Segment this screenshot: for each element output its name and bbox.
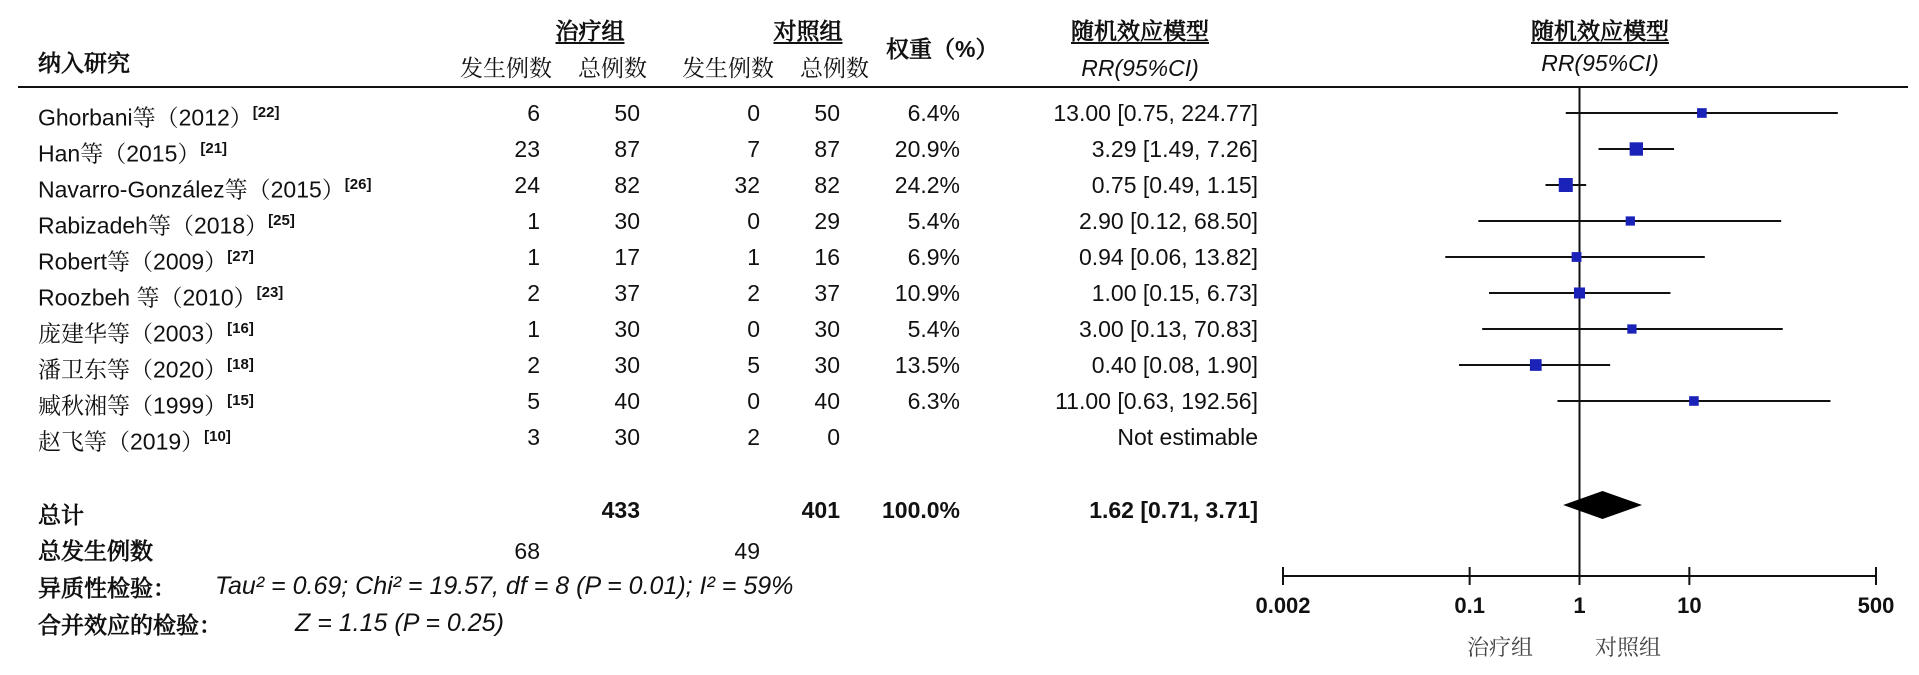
study-reference: [25]	[268, 212, 295, 229]
control-events: 2	[747, 424, 760, 450]
study-label: Roozbeh 等（2010）	[38, 284, 257, 311]
study-point-estimate	[1689, 396, 1699, 406]
heterogeneity-text: Tau² = 0.69; Chi² = 19.57, df = 8 (P = 0.01); I² = 59%	[215, 572, 794, 600]
total-label: 总计	[38, 502, 84, 528]
control-events: 0	[747, 388, 760, 414]
heterogeneity-label: 异质性检验：	[38, 575, 176, 601]
total-treatment-count: 433	[601, 497, 640, 523]
study-reference: [10]	[204, 428, 231, 445]
control-total: 29	[814, 208, 840, 234]
control-total: 37	[814, 280, 840, 306]
study-reference: [26]	[344, 176, 372, 193]
total-treatment-events: 68	[514, 538, 540, 564]
study-weight: 13.5%	[894, 352, 960, 378]
control-total: 30	[814, 316, 840, 342]
study-label: Han等（2015）	[38, 140, 201, 167]
study-weight: 6.4%	[907, 100, 960, 126]
control-events: 0	[747, 100, 760, 126]
treatment-events: 3	[527, 424, 540, 450]
treatment-events: 24	[514, 172, 540, 198]
model-header: 随机效应模型	[1071, 18, 1209, 44]
study-label: 臧秋湘等（1999）	[38, 392, 228, 419]
study-ci: 0.75 [0.49, 1.15]	[1091, 172, 1258, 198]
control-events: 0	[747, 316, 760, 342]
study-label: 庞建华等（2003）	[38, 320, 228, 347]
study-point-estimate	[1627, 324, 1636, 333]
study-ci: 3.00 [0.13, 70.83]	[1078, 316, 1258, 342]
total-weight: 100.0%	[881, 497, 960, 523]
study-weight: 5.4%	[907, 208, 960, 234]
study-ci: 13.00 [0.75, 224.77]	[1053, 100, 1258, 126]
treatment-total: 37	[614, 280, 640, 306]
treatment-total: 30	[614, 352, 640, 378]
study-ci: 11.00 [0.63, 192.56]	[1055, 388, 1258, 414]
treatment-group-header: 治疗组	[555, 18, 625, 44]
x-axis-tick-label: 1	[1573, 593, 1586, 618]
study-ci: 0.94 [0.06, 13.82]	[1078, 244, 1258, 270]
study-point-estimate	[1697, 108, 1707, 118]
treatment-total: 30	[614, 316, 640, 342]
study-label: Robert等（2009）	[38, 248, 228, 275]
treatment-total: 40	[614, 388, 640, 414]
total-ci: 1.62 [0.71, 3.71]	[1089, 497, 1258, 523]
study-column-header: 纳入研究	[38, 50, 130, 76]
study-point-estimate	[1530, 359, 1542, 371]
control-total: 0	[827, 424, 840, 450]
study-label: Navarro-González等（2015）	[38, 176, 345, 203]
treatment-total: 50	[614, 100, 640, 126]
treatment-events: 1	[527, 316, 540, 342]
study-label: Ghorbani等（2012）	[38, 104, 253, 131]
chart-rr-ci-header: RR(95%CI)	[1541, 50, 1659, 76]
study-reference: [27]	[227, 248, 254, 265]
study-reference: [18]	[227, 356, 254, 373]
study-point-estimate	[1559, 178, 1573, 192]
study-weight: 10.9%	[894, 280, 960, 306]
study-ci: 2.90 [0.12, 68.50]	[1078, 208, 1258, 234]
control-events: 0	[747, 208, 760, 234]
treatment-events: 23	[514, 136, 540, 162]
control-total-header: 总例数	[800, 55, 869, 81]
study-label: Rabizadeh等（2018）	[38, 212, 269, 239]
treatment-events: 2	[527, 280, 540, 306]
control-group-header: 对照组	[773, 18, 843, 44]
treatment-events: 1	[527, 244, 540, 270]
x-axis-tick-label: 500	[1857, 593, 1895, 618]
study-ci: 3.29 [1.49, 7.26]	[1091, 136, 1258, 162]
study-reference: [15]	[227, 392, 254, 409]
total-control-events: 49	[734, 538, 760, 564]
study-point-estimate	[1574, 287, 1585, 298]
treatment-events: 6	[527, 100, 540, 126]
treatment-total: 30	[614, 424, 640, 450]
study-weight: 20.9%	[894, 136, 960, 162]
axis-right-label: 对照组	[1594, 635, 1661, 660]
control-events: 2	[747, 280, 760, 306]
chart-model-header: 随机效应模型	[1531, 18, 1669, 44]
treatment-total: 87	[614, 136, 640, 162]
treatment-events: 1	[527, 208, 540, 234]
overall-effect-text: Z = 1.15 (P = 0.25)	[295, 609, 504, 637]
control-events: 32	[734, 172, 760, 198]
study-reference: [16]	[227, 320, 254, 337]
control-total: 30	[814, 352, 840, 378]
study-weight: 6.3%	[907, 388, 960, 414]
control-events: 5	[747, 352, 760, 378]
study-reference: [22]	[252, 104, 280, 121]
axis-left-label: 治疗组	[1466, 635, 1533, 660]
treatment-events: 2	[527, 352, 540, 378]
control-total: 16	[814, 244, 840, 270]
study-point-estimate	[1572, 252, 1582, 262]
study-weight: 5.4%	[907, 316, 960, 342]
treatment-total: 82	[614, 172, 640, 198]
study-ci: Not estimable	[1117, 424, 1258, 450]
treatment-total-header: 总例数	[578, 55, 647, 81]
weight-header: 权重（%）	[886, 36, 999, 62]
control-total: 50	[814, 100, 840, 126]
control-total: 82	[814, 172, 840, 198]
control-events: 1	[747, 244, 760, 270]
x-axis-tick-label: 10	[1677, 593, 1702, 618]
control-events: 7	[747, 136, 760, 162]
study-ci: 1.00 [0.15, 6.73]	[1091, 280, 1258, 306]
study-point-estimate	[1626, 216, 1635, 225]
treatment-total: 17	[614, 244, 640, 270]
study-weight: 6.9%	[907, 244, 960, 270]
treatment-events: 5	[527, 388, 540, 414]
x-axis-tick-label: 0.002	[1255, 593, 1311, 618]
study-label: 赵飞等（2019）	[38, 428, 205, 455]
control-total: 87	[814, 136, 840, 162]
study-weight: 24.2%	[894, 172, 960, 198]
total-events-label: 总发生例数	[38, 538, 153, 564]
study-ci: 0.40 [0.08, 1.90]	[1091, 352, 1258, 378]
study-reference: [23]	[256, 284, 284, 301]
rr-ci-header: RR(95%CI)	[1081, 55, 1199, 81]
x-axis-tick-label: 0.1	[1454, 593, 1485, 618]
total-control-count: 401	[801, 497, 840, 523]
study-point-estimate	[1630, 142, 1643, 155]
study-reference: [21]	[200, 140, 228, 157]
control-total: 40	[814, 388, 840, 414]
treatment-total: 30	[614, 208, 640, 234]
study-label: 潘卫东等（2020）	[38, 356, 228, 383]
overall-effect-label: 合并效应的检验：	[38, 612, 222, 638]
treatment-events-header: 发生例数	[460, 55, 552, 81]
pooled-diamond	[1563, 491, 1642, 519]
control-events-header: 发生例数	[682, 55, 774, 81]
